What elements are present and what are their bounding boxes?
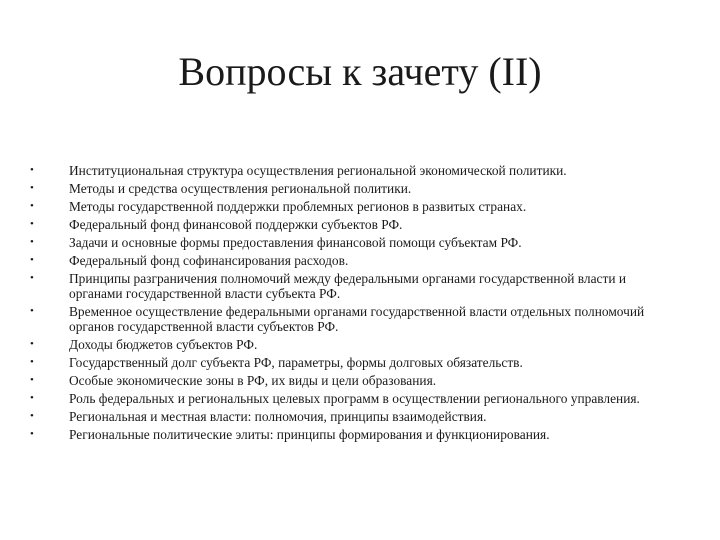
bullet-icon: • [30, 428, 34, 440]
list-item [30, 391, 680, 406]
list-item [30, 355, 680, 370]
list-item [30, 373, 680, 388]
question-text: Федеральный фонд финансовой поддержки субъектов РФ. [69, 217, 403, 232]
list-item [30, 271, 680, 301]
list-item [30, 409, 680, 424]
bullet-icon: • [30, 236, 34, 248]
list-item [30, 427, 680, 442]
bullet-icon: • [30, 200, 34, 212]
question-text: Методы государственной поддержки проблемных регионов в развитых странах. [69, 199, 527, 214]
bullet-icon: • [30, 182, 34, 194]
bullet-icon: • [30, 305, 34, 317]
bullet-icon: • [30, 410, 34, 422]
list-item [30, 163, 680, 178]
bullet-icon: • [30, 218, 34, 230]
list-item [30, 235, 680, 250]
question-text: Государственный долг субъекта РФ, параметры, формы долговых обязательств. [69, 355, 523, 370]
bullet-icon: • [30, 338, 34, 350]
question-text: Федеральный фонд софинансирования расходов. [69, 253, 349, 268]
question-text: Особые экономические зоны в РФ, их виды и цели образования. [69, 373, 437, 388]
list-item [30, 304, 680, 334]
list-item [30, 217, 680, 232]
list-item [30, 199, 680, 214]
question-list [30, 163, 680, 445]
question-text: Региональные политические элиты: принципы формирования и функционирования. [69, 427, 550, 442]
list-item [30, 253, 680, 268]
bullet-icon: • [30, 254, 34, 266]
bullet-icon: • [30, 164, 34, 176]
question-text: Региональная и местная власти: полномочия, принципы взаимодействия. [69, 409, 487, 424]
question-text: Временное осуществление федеральными органами государственной власти отдельных полномочий органов государственной власти субъектов РФ. [69, 304, 645, 334]
question-text: Доходы бюджетов субъектов РФ. [69, 337, 258, 352]
question-text: Принципы разграничения полномочий между федеральными органами государственной власти и органами государственной власти субъекта РФ. [69, 271, 627, 301]
bullet-icon: • [30, 356, 34, 368]
question-text: Задачи и основные формы предоставления финансовой помощи субъектам РФ. [69, 235, 522, 250]
bullet-icon: • [30, 272, 34, 284]
question-text: Роль федеральных и региональных целевых программ в осуществлении регионального управления. [69, 391, 640, 406]
question-text: Методы и средства осуществления региональной политики. [69, 181, 412, 196]
list-item [30, 181, 680, 196]
bullet-icon: • [30, 374, 34, 386]
bullet-icon: • [30, 392, 34, 404]
list-item [30, 337, 680, 352]
slide-title: Вопросы к зачету (II) [178, 49, 542, 94]
question-text: Институциональная структура осуществления региональной экономической политики. [69, 163, 567, 178]
